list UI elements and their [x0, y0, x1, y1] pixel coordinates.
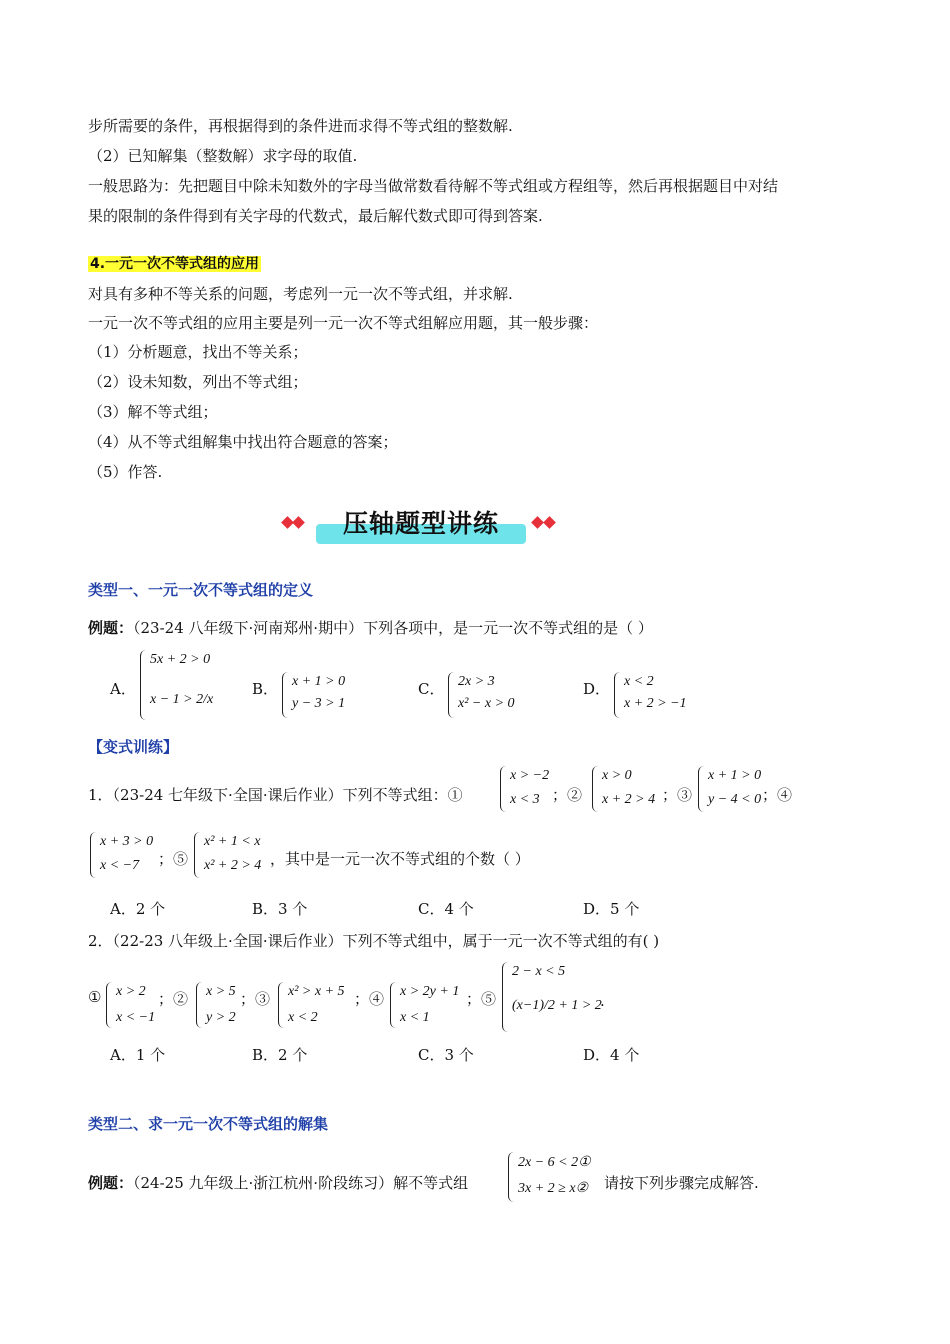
system-row: 2 − x < 5 — [512, 964, 566, 979]
intro-line: 果的限制的条件得到有关字母的代数式，最后解代数式即可得到答案. — [88, 207, 543, 225]
answer-option: B．2 个 — [252, 1046, 308, 1064]
system-row: x² + 1 < x — [204, 834, 261, 849]
answer-option: C．4 个 — [418, 900, 474, 918]
option-b-label: B． — [252, 680, 279, 698]
q1-system-2 — [592, 766, 672, 812]
type-heading: 类型一、一元一次不等式组的定义 — [88, 581, 314, 599]
system-row: x² − x > 0 — [458, 696, 515, 711]
system-row: x > 0 — [602, 768, 632, 783]
system-row: x > −2 — [510, 768, 550, 783]
separator: ；③ — [662, 786, 693, 804]
q1-system-1 — [500, 766, 560, 812]
system-row: x + 3 > 0 — [100, 834, 154, 849]
step-item: （2）设未知数，列出不等式组； — [88, 373, 308, 391]
answer-option: D．5 个 — [583, 900, 640, 918]
type2-system — [508, 1152, 608, 1202]
system-row: x > 5 — [206, 984, 236, 999]
q2-system-5 — [502, 962, 602, 1032]
question-1-tail: ，其中是一元一次不等式组的个数（ ） — [270, 850, 530, 868]
option-c-label: C． — [418, 680, 445, 698]
option-b-system — [282, 672, 372, 718]
intro-line: 步所需要的条件，再根据得到的条件进而求得不等式组的整数解. — [88, 117, 513, 135]
separator: ；④ — [354, 990, 385, 1008]
separator: ；③ — [240, 990, 271, 1008]
step-item: （5）作答. — [88, 463, 163, 481]
system-row: x² > x + 5 — [288, 984, 345, 999]
option-c-system — [448, 672, 538, 718]
paragraph: 一元一次不等式组的应用主要是列一元一次不等式组解应用题，其一般步骤： — [88, 314, 599, 332]
intro-line: 一般思路为：先把题目中除未知数外的字母当做常数看待解不等式组或方程组等，然后再根据题目中对结 — [88, 177, 779, 195]
system-row: 2x − 6 < 2① — [518, 1155, 591, 1170]
step-item: （3）解不等式组； — [88, 403, 218, 421]
system-row: 3x + 2 ≥ x② — [518, 1181, 589, 1196]
system-row: x > 2y + 1 — [400, 984, 460, 999]
example-tail: 请按下列步骤完成解答. — [604, 1174, 759, 1192]
question-2-text: 2．（22-23 八年级上·全国·课后作业）下列不等式组中，属于一元一次不等式组的有( ) — [88, 932, 660, 950]
option-d-label: D． — [583, 680, 611, 698]
diamond-icon — [543, 516, 556, 529]
question-1-text: 1．（23-24 七年级下·全国·课后作业）下列不等式组：① — [88, 786, 463, 804]
system-row: x < 2 — [288, 1010, 318, 1025]
answer-option: C．3 个 — [418, 1046, 474, 1064]
separator: ；② — [158, 990, 189, 1008]
system-row: x > 2 — [116, 984, 146, 999]
option-d-system — [614, 672, 704, 718]
answer-option: D．4 个 — [583, 1046, 640, 1064]
step-item: （4）从不等式组解集中找出符合题意的答案； — [88, 433, 398, 451]
separator: ；⑤ — [466, 990, 497, 1008]
paragraph: 对具有多种不等关系的问题，考虑列一元一次不等式组，并求解. — [88, 285, 513, 303]
section-heading: 4.一元一次不等式组的应用 — [90, 256, 260, 272]
system-row: x < 3 — [510, 792, 540, 807]
variant-heading: 【变式训练】 — [88, 738, 179, 756]
answer-option: A．2 个 — [110, 900, 166, 918]
q1-system-5 — [194, 832, 274, 878]
type-heading: 类型二、求一元一次不等式组的解集 — [88, 1115, 329, 1133]
system-row: (x−1)/2 + 1 > 2 — [512, 998, 602, 1013]
system-row: y > 2 — [206, 1010, 236, 1025]
system-row: x + 2 > −1 — [624, 696, 687, 711]
system-row: x + 2 > 4 — [602, 792, 656, 807]
banner-title: 压轴题型讲练 — [342, 509, 499, 538]
diamond-icon — [531, 516, 544, 529]
option-a-label: A． — [110, 680, 136, 698]
separator: ；④ — [762, 786, 793, 804]
intro-line: （2）已知解集（整数解）求字母的取值. — [88, 147, 358, 165]
example-text: （24-25 九年级上·浙江杭州·阶段练习）解不等式组 — [133, 1174, 469, 1192]
example-text: （23-24 八年级下·河南郑州·期中）下列各项中，是一元一次不等式组的是（ ） — [133, 619, 653, 637]
option-a-system — [140, 650, 230, 720]
separator: ；⑤ — [158, 850, 189, 868]
separator: ；② — [552, 786, 583, 804]
system-row: x − 1 > 2/x — [150, 692, 214, 707]
system-row: x + 1 > 0 — [292, 674, 346, 689]
system-row: y − 4 < 0 — [708, 792, 762, 807]
section-banner — [316, 504, 526, 544]
answer-option: B．3 个 — [252, 900, 308, 918]
q2-system-1 — [106, 982, 166, 1028]
system-row: 5x + 2 > 0 — [150, 652, 211, 667]
system-row: y − 3 > 1 — [292, 696, 346, 711]
system-row: x + 1 > 0 — [708, 768, 762, 783]
answer-option: A．1 个 — [110, 1046, 166, 1064]
example-label: 例题： — [88, 619, 134, 637]
system-row: 2x > 3 — [458, 674, 495, 689]
example-label: 例题： — [88, 1174, 134, 1192]
step-item: （1）分析题意，找出不等关系； — [88, 343, 308, 361]
system-row: x < −1 — [116, 1010, 156, 1025]
q1-system-4 — [90, 832, 160, 878]
diamond-icon — [292, 516, 305, 529]
system-row: x < −7 — [100, 858, 140, 873]
system-row: x² + 2 > 4 — [204, 858, 262, 873]
circle-number: ① — [88, 988, 102, 1006]
period: . — [600, 992, 605, 1010]
system-row: x < 2 — [624, 674, 654, 689]
system-row: x < 1 — [400, 1010, 430, 1025]
